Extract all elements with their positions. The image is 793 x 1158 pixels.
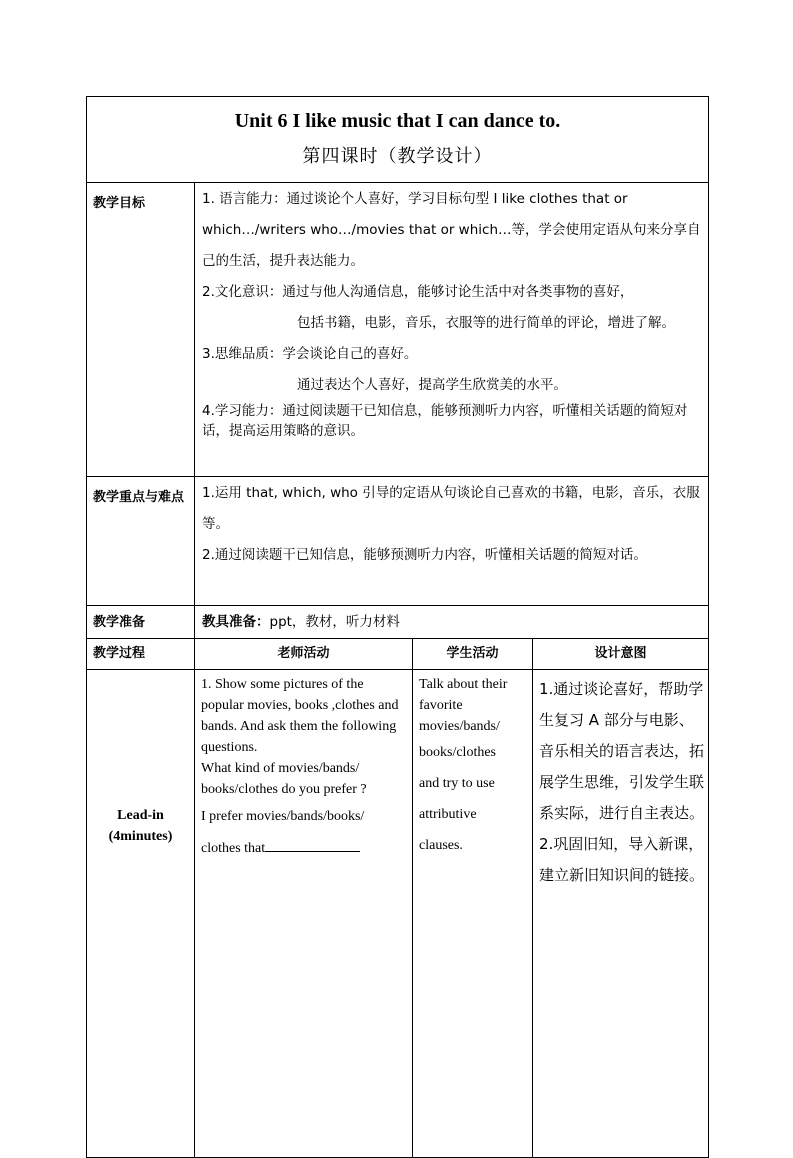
objectives-label: 教学目标 xyxy=(87,183,195,477)
lead-in-duration: (4minutes) xyxy=(108,829,173,844)
process-label: 教学过程 xyxy=(87,639,195,670)
key-points-content xyxy=(195,477,709,606)
lesson-plan-document xyxy=(86,96,708,1158)
objective-2-cont: 包括书籍，电影，音乐，衣服等的进行简单的评论，增进了解。 xyxy=(297,315,675,331)
design-intent-header: 设计意图 xyxy=(533,639,709,670)
lead-in-cell xyxy=(87,670,195,1158)
lesson-subtitle: 第四课时（教学设计） xyxy=(302,146,493,167)
process-header-row xyxy=(87,639,709,670)
key-points-row xyxy=(87,477,709,606)
preparation-label: 教学准备 xyxy=(87,606,195,639)
preparation-bold: 教具准备： xyxy=(202,614,270,630)
title-row xyxy=(87,97,709,183)
key-points-label: 教学重点与难点 xyxy=(87,477,195,606)
design-intent-1: 1.通过谈论喜好，帮助学生复习 A 部分与电影、音乐相关的语言表达，拓展学生思维，引发学生联系实际，进行自主表达。 xyxy=(539,680,705,822)
objective-4: 4.学习能力：通过阅读题干已知信息，能够预测听力内容，听懂相关话题的简短对话，提高运用策略的意识。 xyxy=(202,403,688,439)
teacher-activity-cell xyxy=(195,670,413,1158)
student-activity-header: 学生活动 xyxy=(413,639,533,670)
teacher-activity-header: 老师活动 xyxy=(195,639,413,670)
teacher-sentence-frame-cont xyxy=(201,837,408,859)
lesson-plan-table xyxy=(86,96,709,1158)
teacher-sentence-frame: I prefer movies/bands/books/ xyxy=(201,809,365,824)
objectives-content xyxy=(195,183,709,477)
objective-3: 3.思维品质：学会谈论自己的喜好。 xyxy=(202,346,418,362)
student-line-5: clauses. xyxy=(419,838,463,853)
teacher-step-1: 1. Show some pictures of the popular movies, books ,clothes and bands. And ask them the following questions. xyxy=(201,677,399,755)
objectives-row xyxy=(87,183,709,477)
lead-in-title: Lead-in xyxy=(117,808,164,823)
fill-in-blank xyxy=(265,837,360,852)
objective-2: 2.文化意识：通过与他人沟通信息，能够讨论生活中对各类事物的喜好， xyxy=(202,284,634,300)
student-line-3: and try to use xyxy=(419,776,495,791)
lead-in-row xyxy=(87,670,709,1158)
title-cell xyxy=(87,97,709,183)
objective-1: 1. 语言能力：通过谈论个人喜好，学习目标句型 I like clothes that or which…/writers who…/movies that or which…等，学会使用定语从句来分享自己的生活，提升表达能力。 xyxy=(202,191,701,269)
student-line-1: Talk about their favorite movies/bands/ xyxy=(419,677,508,734)
key-point-2: 2.通过阅读题干已知信息，能够预测听力内容，听懂相关话题的简短对话。 xyxy=(202,547,647,563)
design-intent-cell xyxy=(533,670,709,1158)
student-line-4: attributive xyxy=(419,807,477,822)
preparation-content xyxy=(195,606,709,639)
key-point-1: 1.运用 that, which, who 引导的定语从句谈论自己喜欢的书籍，电影，音乐，衣服等。 xyxy=(202,485,700,532)
preparation-row xyxy=(87,606,709,639)
objective-3-cont: 通过表达个人喜好，提高学生欣赏美的水平。 xyxy=(297,377,567,393)
design-intent-2: 2.巩固旧知，导入新课，建立新旧知识间的链接。 xyxy=(539,835,705,884)
teacher-frame-text: clothes that xyxy=(201,841,266,856)
unit-title: Unit 6 I like music that I can dance to. xyxy=(234,110,561,132)
preparation-text: ppt，教材，听力材料 xyxy=(269,614,400,630)
student-line-2: books/clothes xyxy=(419,745,496,760)
teacher-question: What kind of movies/bands/ books/clothes do you prefer ? xyxy=(201,761,367,797)
student-activity-cell xyxy=(413,670,533,1158)
